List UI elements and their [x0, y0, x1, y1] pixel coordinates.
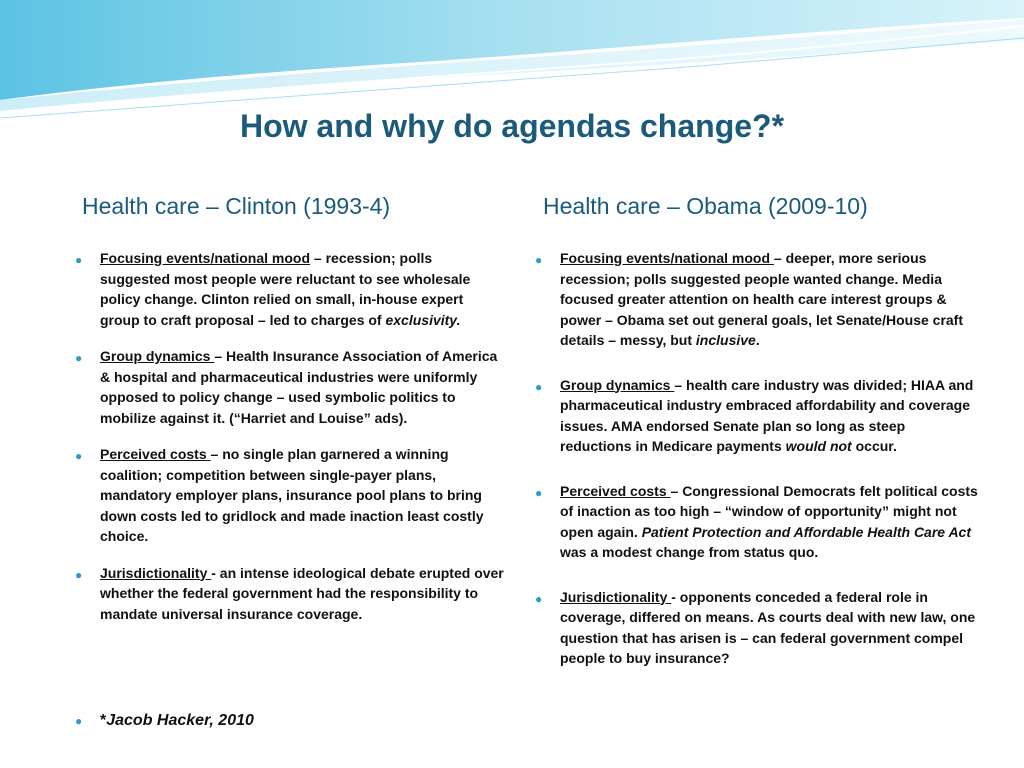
item-emphasis: would not [785, 438, 852, 454]
citation-author: Jacob Hacker, 2010 [106, 712, 254, 729]
bullet-icon: ● [75, 351, 83, 365]
item-term: Jurisdictionality [560, 588, 672, 605]
left-column-heading: Health care – Clinton (1993-4) [82, 193, 391, 219]
bullet-icon: ● [75, 253, 83, 267]
item-emphasis: Patient Protection and Affordable Health Care Act [641, 523, 972, 540]
item-tail: . [755, 332, 760, 348]
item-emphasis: exclusivity. [385, 311, 461, 328]
item-text: – recession; polls suggested most people were reluctant to see wholesale policy change. Clinton relied on small, in-house expert group to craft proposal – led to charges of [100, 250, 471, 328]
item-text: - an intense ideological debate erupted over whether the federal government had the responsibility to mandate universal insurance coverage. [100, 564, 504, 622]
list-item [74, 248, 506, 330]
page-title: How and why do agendas change?* [239, 108, 785, 144]
item-term: Focusing events/national mood [100, 250, 311, 266]
item-text: - opponents conceded a federal role in coverage, differed on means. As courts deal with new law, one question that has arisen is – can federal government compel people to buy insurance? [560, 588, 976, 666]
item-text: – deeper, more serious recession; polls suggested people wanted change. Media focused greater attention on health care interest groups & power – Obama set out general goals, let Senate/House craft details – messy, but [560, 250, 964, 348]
list-item [534, 375, 979, 457]
list-item [74, 444, 506, 547]
item-term: Jurisdictionality [100, 564, 212, 581]
list-item [534, 248, 979, 351]
bullet-icon: ● [75, 714, 83, 728]
item-term: Focusing events/national mood [560, 250, 774, 266]
item-term: Group dynamics [560, 376, 675, 393]
list-item [74, 563, 506, 625]
right-column [534, 248, 979, 693]
list-item [534, 587, 979, 669]
item-text: – Health Insurance Association of America & hospital and pharmaceutical industries were uniformly opposed to policy change – used symbolic politics to mobilize against it. (“Harriet and Louise” ads). [100, 348, 498, 426]
item-text: – Congressional Democrats felt political costs of inaction as too high – “window of opportunity” might not open again. [560, 482, 978, 540]
list-item [534, 481, 979, 563]
item-tail: occur. [851, 438, 897, 454]
list-item [74, 346, 506, 428]
bullet-icon: ● [535, 485, 543, 500]
item-term: Perceived costs [100, 446, 211, 462]
bullet-icon: ● [75, 449, 83, 463]
item-tail: was a modest change from status quo. [560, 544, 819, 560]
bullet-icon: ● [535, 253, 543, 267]
left-column [74, 248, 506, 640]
citation [74, 712, 254, 730]
item-text: – no single plan garnered a winning coalition; competition between single-payer plans, mandatory employer plans, insurance pool plans to bring down costs led to gridlock and made inaction least costly choice. [100, 446, 484, 544]
right-column-heading: Health care – Obama (2009-10) [543, 193, 868, 219]
bullet-icon: ● [535, 379, 543, 394]
item-term: Group dynamics [100, 348, 215, 364]
citation-prefix: * [100, 712, 107, 729]
item-text: – health care industry was divided; HIAA and pharmaceutical industry embraced affordability and coverage issues. AMA endorsed Senate plan so long as steep reductions in Medicare payments [560, 376, 974, 454]
bullet-icon: ● [75, 567, 83, 582]
bullet-icon: ● [535, 591, 543, 606]
item-term: Perceived costs [560, 482, 671, 499]
item-emphasis: inclusive [695, 332, 756, 348]
